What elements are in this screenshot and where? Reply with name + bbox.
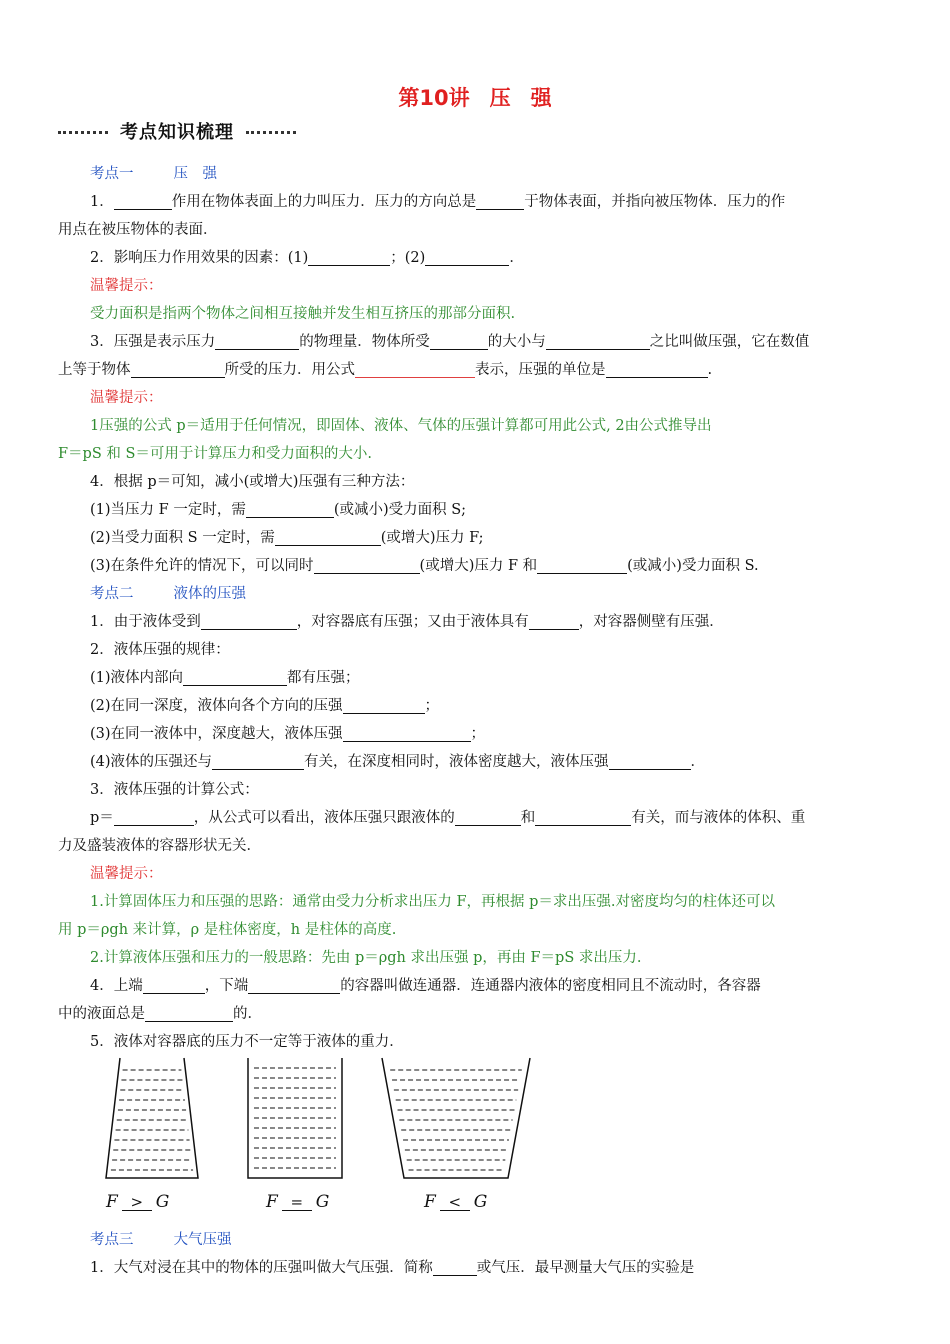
tip2-text-2: F＝pS 和 S＝可用于计算压力和受力面积的大小. xyxy=(58,446,373,462)
text: 的大小与 xyxy=(487,334,546,350)
text: 的容器叫做连通器．连通器内液体的密度相同且不流动时，各容器 xyxy=(340,978,761,994)
topic-char-1: 压 xyxy=(489,86,511,110)
blank[interactable] xyxy=(430,331,488,350)
weight-symbol: G xyxy=(473,1192,488,1212)
blank[interactable] xyxy=(535,807,631,826)
kp2-item-1 xyxy=(58,608,892,636)
text: (4)液体的压强还与 xyxy=(90,754,213,770)
kp2-formula-line xyxy=(58,804,892,832)
blank[interactable] xyxy=(529,611,579,630)
blank[interactable] xyxy=(201,611,297,630)
text: (3)在同一液体中，深度越大，液体压强 xyxy=(90,726,343,742)
text: 作用在物体表面上的力叫压力．压力的方向总是 xyxy=(171,194,477,210)
kp3-heading xyxy=(58,1226,892,1254)
text: (或增大)压力 F; xyxy=(380,530,484,546)
kp1-item-4: 4．根据 p＝可知，减小(或增大)压强有三种方法： xyxy=(90,474,415,490)
weight-symbol: G xyxy=(155,1192,170,1212)
container-straight-icon xyxy=(244,1056,354,1186)
tip3-text-1: 1.计算固体压力和压强的思路：通常由受力分析求出压力 F，再根据 p＝求出压强.对密度均匀的柱体还可以 xyxy=(90,894,776,910)
tip2-label: 温馨提示： xyxy=(90,390,163,406)
topic-char-2: 强 xyxy=(530,86,552,110)
figure-label-3 xyxy=(424,1192,487,1212)
kp2-item-4-cont xyxy=(58,1000,892,1028)
kp2-item-3: 3．液体压强的计算公式： xyxy=(90,782,259,798)
section-title: 考点知识梳理 xyxy=(120,122,234,143)
text: (2)在同一深度，液体向各个方向的压强 xyxy=(90,698,343,714)
tip2-text-1: 1压强的公式 p＝适用于任何情况，即固体、液体、气体的压强计算都可用此公式, 2由公式推导出 xyxy=(90,418,712,434)
text: 有关，在深度相同时，液体密度越大，液体压强 xyxy=(304,754,609,770)
blank[interactable] xyxy=(476,191,524,210)
kp2-item-4 xyxy=(58,972,892,1000)
container-figures xyxy=(58,1056,892,1226)
item-number: 1． xyxy=(90,194,114,210)
kp1-item-1 xyxy=(58,188,892,216)
text: ，对容器底有压强；又由于液体具有 xyxy=(296,614,529,630)
blank[interactable] xyxy=(606,359,708,378)
text: 所受的压力．用公式 xyxy=(224,362,355,378)
kp1-item-4a xyxy=(58,496,892,524)
text: 1．大气对浸在其中的物体的压强叫做大气压强．简称 xyxy=(90,1260,433,1276)
container-wide-bottom-icon xyxy=(98,1056,208,1186)
kp1-item-3-cont xyxy=(58,356,892,384)
kp2-item-2: 2．液体压强的规律： xyxy=(90,642,230,658)
force-symbol: F xyxy=(266,1192,278,1212)
kp1-item-1-cont: 用点在被压物体的表面． xyxy=(58,222,218,238)
kp2-item-5: 5．液体对容器底的压力不一定等于液体的重力． xyxy=(90,1034,404,1050)
kp1-item-4c xyxy=(58,552,892,580)
document-body xyxy=(58,160,892,1282)
text: 表示，压强的单位是 xyxy=(475,362,606,378)
text: 上等于物体 xyxy=(58,362,131,378)
kp2-rule-4 xyxy=(58,748,892,776)
blank[interactable] xyxy=(609,751,691,770)
figure-label-1 xyxy=(106,1192,169,1212)
kp1-item-3 xyxy=(58,328,892,356)
text: ； xyxy=(424,698,440,714)
blank[interactable] xyxy=(215,331,299,350)
container-wide-top-icon xyxy=(380,1056,540,1186)
blank[interactable] xyxy=(308,247,390,266)
kp2-rule-2 xyxy=(58,692,892,720)
kp3-subtitle: 大气压强 xyxy=(173,1232,232,1248)
kp2-label: 考点二 xyxy=(90,586,134,602)
blank[interactable] xyxy=(114,191,172,210)
text: p＝ xyxy=(90,810,114,826)
text: ，下端 xyxy=(204,978,249,994)
figure-label-2 xyxy=(266,1192,329,1212)
text: ；(2) xyxy=(390,250,426,266)
force-symbol: F xyxy=(106,1192,118,1212)
blank[interactable] xyxy=(183,667,287,686)
kp2-rule-1 xyxy=(58,664,892,692)
formula-blank[interactable] xyxy=(355,359,475,378)
text: 有关，而与液体的体积、重 xyxy=(631,810,806,826)
text: (或增大)压力 F 和 xyxy=(419,558,538,574)
blank[interactable] xyxy=(425,247,509,266)
text: ； xyxy=(470,726,486,742)
text: . xyxy=(707,362,713,378)
blank[interactable] xyxy=(275,527,381,546)
text: (2)当受力面积 S 一定时，需 xyxy=(90,530,275,546)
blank[interactable] xyxy=(248,975,340,994)
text: 2．影响压力作用效果的因素：(1) xyxy=(90,250,309,266)
text: (1)当压力 F 一定时，需 xyxy=(90,502,246,518)
kp3-label: 考点三 xyxy=(90,1232,134,1248)
text: ． xyxy=(509,250,524,266)
force-symbol: F xyxy=(424,1192,436,1212)
weight-symbol: G xyxy=(315,1192,330,1212)
tip3-text-2: 用 p＝ρgh 来计算，ρ 是柱体密度，h 是柱体的高度. xyxy=(58,922,397,938)
blank[interactable] xyxy=(314,555,420,574)
section-header xyxy=(58,118,296,144)
blank[interactable] xyxy=(114,807,194,826)
tip3-text-3: 2.计算液体压强和压力的一般思路：先由 p＝ρgh 求出压强 p，再由 F＝pS 求出压力. xyxy=(90,950,642,966)
relation-symbol: > xyxy=(122,1194,152,1211)
text: (1)液体内部向 xyxy=(90,670,184,686)
text: 或气压．最早测量大气压的实验是 xyxy=(476,1260,695,1276)
dotted-rule-right xyxy=(246,131,296,134)
blank[interactable] xyxy=(212,751,304,770)
text: 都有压强； xyxy=(287,670,360,686)
relation-symbol: < xyxy=(440,1194,470,1211)
text: (或减小)受力面积 S; xyxy=(333,502,467,518)
blank[interactable] xyxy=(343,723,471,742)
text: 的物理量．物体所受 xyxy=(299,334,430,350)
kp2-formula-cont: 力及盛装液体的容器形状无关． xyxy=(58,838,261,854)
text: 和 xyxy=(520,810,536,826)
blank[interactable] xyxy=(145,1003,233,1022)
text: ． xyxy=(690,754,706,770)
text: 之比叫做压强，它在数值 xyxy=(649,334,810,350)
blank[interactable] xyxy=(537,555,627,574)
dotted-rule-left xyxy=(58,131,108,134)
kp1-heading xyxy=(58,160,892,188)
text: (或减小)受力面积 S. xyxy=(627,558,759,574)
text: (3)在条件允许的情况下，可以同时 xyxy=(90,558,314,574)
text: 1．由于液体受到 xyxy=(90,614,201,630)
text: ，从公式可以看出，液体压强只跟液体的 xyxy=(193,810,455,826)
blank[interactable] xyxy=(433,1257,477,1276)
tip-label: 温馨提示： xyxy=(90,278,163,294)
page-title xyxy=(0,82,950,112)
blank[interactable] xyxy=(546,331,650,350)
kp3-item-1 xyxy=(58,1254,892,1282)
kp1-item-4b xyxy=(58,524,892,552)
kp2-subtitle: 液体的压强 xyxy=(173,586,246,602)
text: 4．上端 xyxy=(90,978,143,994)
blank[interactable] xyxy=(343,695,425,714)
relation-symbol: = xyxy=(282,1194,312,1211)
blank[interactable] xyxy=(246,499,334,518)
text: 于物体表面，并指向被压物体．压力的作 xyxy=(524,194,786,210)
blank[interactable] xyxy=(143,975,205,994)
blank[interactable] xyxy=(131,359,225,378)
text: 3．压强是表示压力 xyxy=(90,334,216,350)
kp2-rule-3 xyxy=(58,720,892,748)
kp1-label: 考点一 xyxy=(90,166,134,182)
tip-text: 受力面积是指两个物体之间相互接触并发生相互挤压的那部分面积. xyxy=(90,306,516,322)
lecture-number: 第10讲 xyxy=(398,86,470,110)
text: 中的液面总是 xyxy=(58,1006,145,1022)
kp2-heading xyxy=(58,580,892,608)
blank[interactable] xyxy=(455,807,521,826)
kp1-item-2 xyxy=(58,244,892,272)
text: 的． xyxy=(233,1006,262,1022)
tip3-label: 温馨提示： xyxy=(90,866,163,882)
text: ，对容器侧壁有压强． xyxy=(578,614,724,630)
kp1-subtitle: 压 强 xyxy=(173,166,217,182)
